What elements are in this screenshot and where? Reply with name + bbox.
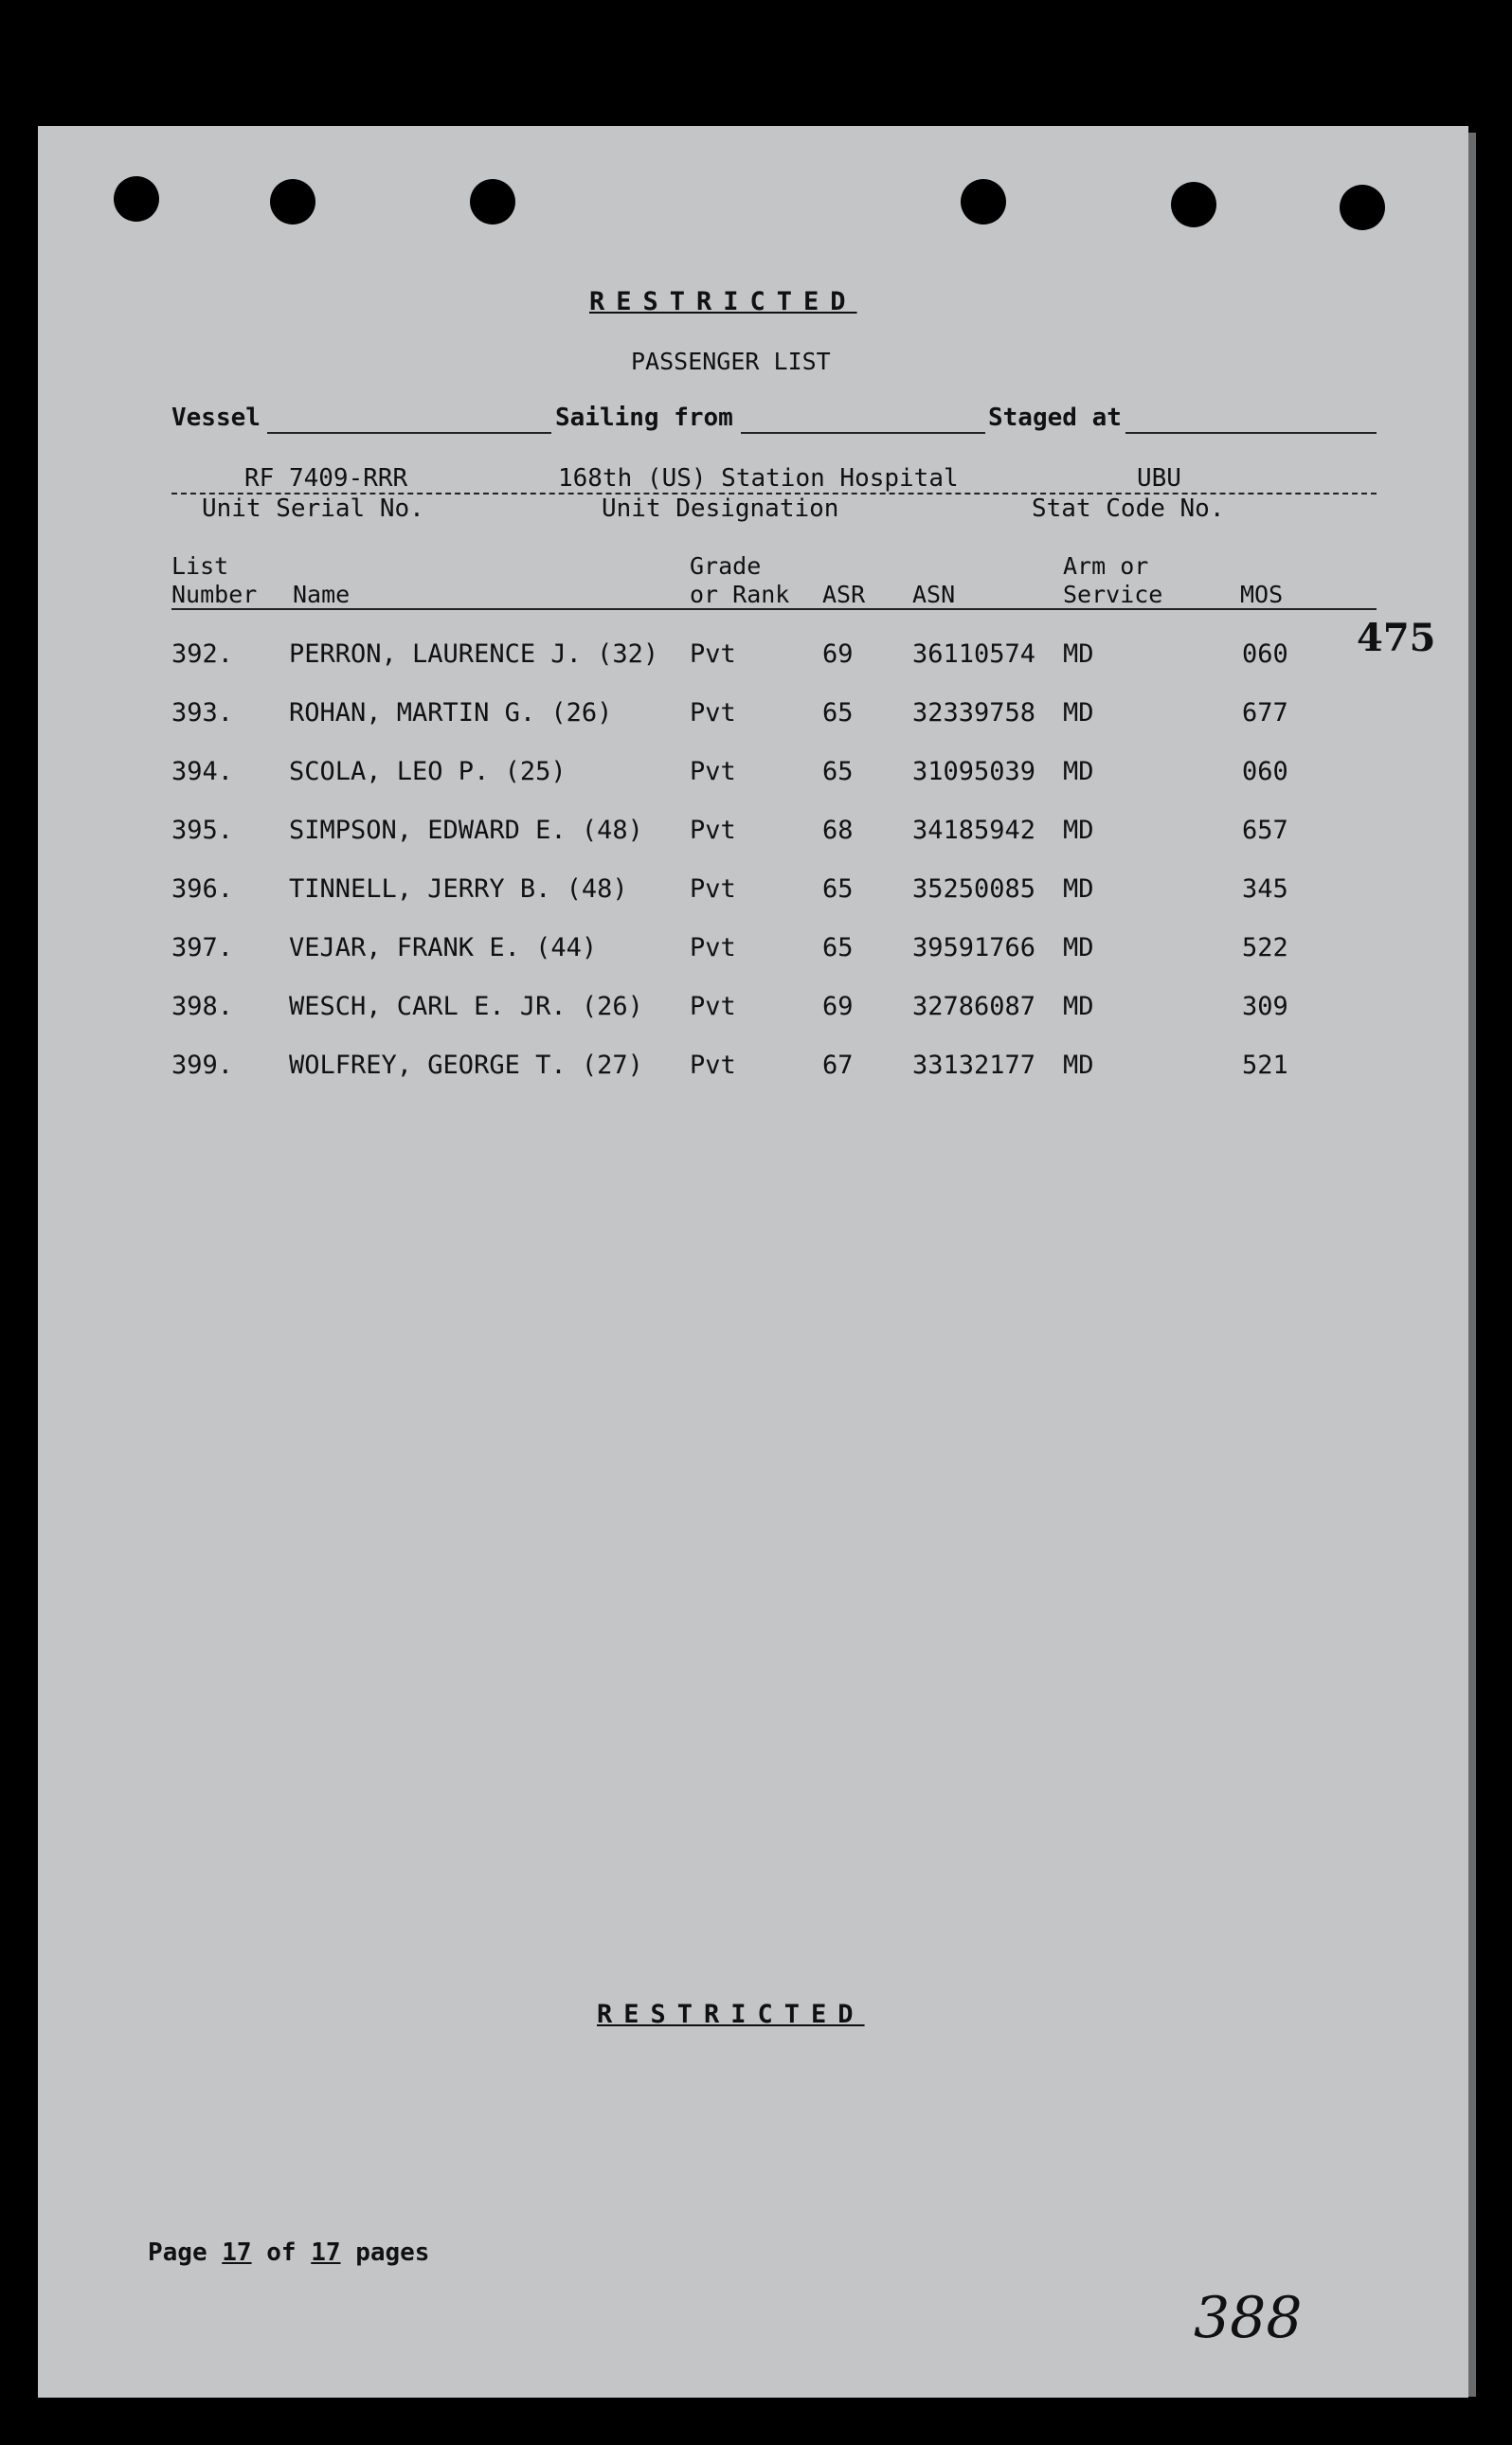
- row-asn: 33132177: [912, 1051, 1036, 1080]
- row-list-number: 392.: [171, 639, 234, 669]
- row-mos: 060: [1242, 757, 1288, 786]
- row-name: TINNELL, JERRY B. (48): [289, 874, 628, 904]
- page-edge: [1468, 133, 1476, 2397]
- sailing-from-label: Sailing from: [555, 404, 733, 432]
- col-list-number-top: List: [171, 552, 229, 580]
- row-grade: Pvt: [690, 698, 736, 728]
- vessel-field-line: [267, 432, 551, 434]
- handwritten-number: 388: [1194, 2285, 1303, 2351]
- col-mos: MOS: [1240, 581, 1284, 608]
- header-rule: [171, 608, 1377, 610]
- row-grade: Pvt: [690, 816, 736, 845]
- row-name: WOLFREY, GEORGE T. (27): [289, 1051, 643, 1080]
- row-grade: Pvt: [690, 757, 736, 786]
- binder-hole: [961, 179, 1006, 225]
- row-name: ROHAN, MARTIN G. (26): [289, 698, 613, 728]
- unit-designation-value: 168th (US) Station Hospital: [558, 464, 959, 493]
- total-pages: 17: [311, 2238, 341, 2267]
- row-mos: 060: [1242, 639, 1288, 669]
- restricted-footer: RESTRICTED: [597, 2000, 865, 2029]
- col-asn: ASN: [912, 581, 956, 608]
- col-arm-top: Arm or: [1063, 552, 1149, 580]
- col-name: Name: [293, 581, 351, 608]
- table-row: [0, 992, 1512, 1030]
- stat-code-value: UBU: [1137, 464, 1181, 493]
- row-grade: Pvt: [690, 639, 736, 669]
- binder-hole: [114, 176, 159, 222]
- staged-at-label: Staged at: [988, 404, 1122, 432]
- row-list-number: 399.: [171, 1051, 234, 1080]
- staged-at-field-line: [1125, 432, 1377, 434]
- row-asn: 31095039: [912, 757, 1036, 786]
- pages-word: pages: [355, 2238, 430, 2267]
- table-row: [0, 757, 1512, 795]
- row-mos: 522: [1242, 933, 1288, 962]
- table-row: [0, 874, 1512, 912]
- row-arm-service: MD: [1063, 639, 1094, 669]
- row-asn: 34185942: [912, 816, 1036, 845]
- row-mos: 309: [1242, 992, 1288, 1021]
- row-list-number: 397.: [171, 933, 234, 962]
- row-asn: 32339758: [912, 698, 1036, 728]
- row-asr: 69: [822, 639, 854, 669]
- table-row: [0, 933, 1512, 971]
- vessel-label: Vessel: [171, 404, 261, 432]
- unit-serial-value: RF 7409-RRR: [244, 464, 408, 493]
- row-arm-service: MD: [1063, 757, 1094, 786]
- row-mos: 677: [1242, 698, 1288, 728]
- row-arm-service: MD: [1063, 698, 1094, 728]
- row-name: SIMPSON, EDWARD E. (48): [289, 816, 643, 845]
- row-mos: 345: [1242, 874, 1288, 904]
- col-grade-top: Grade: [690, 552, 762, 580]
- stamped-number: 475: [1357, 616, 1436, 660]
- row-asr: 65: [822, 698, 854, 728]
- col-grade-bottom: or Rank: [690, 581, 790, 608]
- row-grade: Pvt: [690, 992, 736, 1021]
- table-row: [0, 816, 1512, 854]
- table-row: [0, 1051, 1512, 1088]
- row-asr: 65: [822, 933, 854, 962]
- document-subtitle: PASSENGER LIST: [631, 348, 831, 375]
- restricted-header: RESTRICTED: [589, 287, 857, 316]
- row-grade: Pvt: [690, 933, 736, 962]
- binder-hole: [270, 179, 315, 225]
- unit-serial-label: Unit Serial No.: [202, 494, 424, 523]
- row-list-number: 398.: [171, 992, 234, 1021]
- row-name: SCOLA, LEO P. (25): [289, 757, 567, 786]
- row-list-number: 396.: [171, 874, 234, 904]
- binder-hole: [1340, 185, 1385, 230]
- row-list-number: 395.: [171, 816, 234, 845]
- binder-hole: [1171, 182, 1216, 227]
- sailing-from-field-line: [741, 432, 985, 434]
- row-arm-service: MD: [1063, 992, 1094, 1021]
- stat-code-label: Stat Code No.: [1032, 494, 1225, 523]
- row-asn: 32786087: [912, 992, 1036, 1021]
- row-asr: 65: [822, 874, 854, 904]
- row-mos: 521: [1242, 1051, 1288, 1080]
- page-number: 17: [222, 2238, 252, 2267]
- row-list-number: 393.: [171, 698, 234, 728]
- page-indicator: [148, 2238, 429, 2267]
- page-word: Page: [148, 2238, 207, 2267]
- row-asn: 36110574: [912, 639, 1036, 669]
- col-asr: ASR: [822, 581, 866, 608]
- row-mos: 657: [1242, 816, 1288, 845]
- table-row: [0, 698, 1512, 736]
- row-grade: Pvt: [690, 874, 736, 904]
- row-list-number: 394.: [171, 757, 234, 786]
- row-asn: 35250085: [912, 874, 1036, 904]
- table-row: [0, 639, 1512, 677]
- row-asr: 68: [822, 816, 854, 845]
- row-asr: 69: [822, 992, 854, 1021]
- row-grade: Pvt: [690, 1051, 736, 1080]
- row-name: VEJAR, FRANK E. (44): [289, 933, 598, 962]
- binder-hole: [470, 179, 515, 225]
- row-asr: 65: [822, 757, 854, 786]
- row-arm-service: MD: [1063, 933, 1094, 962]
- row-arm-service: MD: [1063, 1051, 1094, 1080]
- row-name: WESCH, CARL E. JR. (26): [289, 992, 643, 1021]
- col-list-number-bottom: Number: [171, 581, 258, 608]
- of-word: of: [266, 2238, 297, 2267]
- row-asr: 67: [822, 1051, 854, 1080]
- col-arm-bottom: Service: [1063, 581, 1163, 608]
- row-arm-service: MD: [1063, 816, 1094, 845]
- unit-designation-label: Unit Designation: [602, 494, 839, 523]
- row-arm-service: MD: [1063, 874, 1094, 904]
- row-asn: 39591766: [912, 933, 1036, 962]
- row-name: PERRON, LAURENCE J. (32): [289, 639, 659, 669]
